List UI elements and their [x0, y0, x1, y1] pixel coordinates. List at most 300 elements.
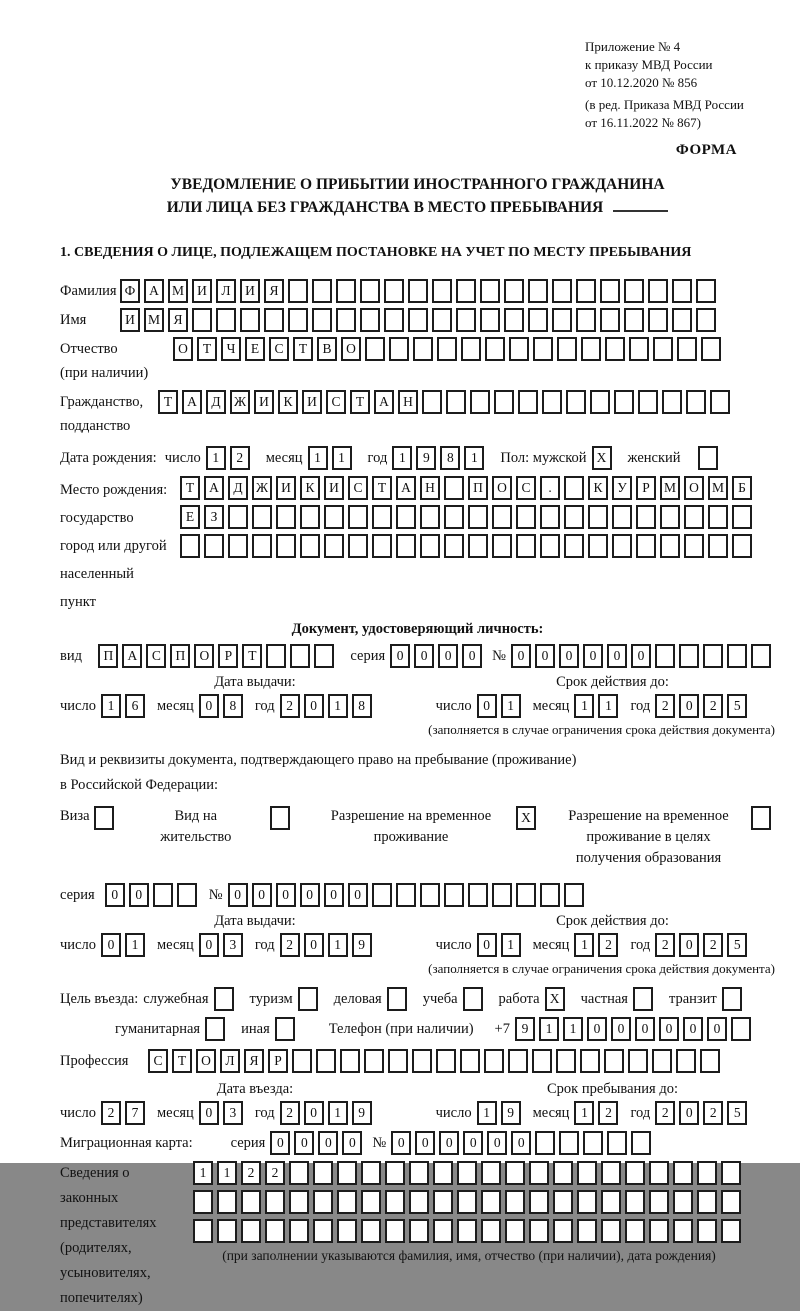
- char-cell[interactable]: 2: [280, 1101, 300, 1125]
- char-cell[interactable]: [696, 308, 716, 332]
- char-cell[interactable]: [532, 1049, 552, 1073]
- char-cell[interactable]: [721, 1219, 741, 1243]
- char-cell[interactable]: 0: [390, 644, 410, 668]
- char-cell[interactable]: 0: [631, 644, 651, 668]
- char-cell[interactable]: [408, 279, 428, 303]
- char-cell[interactable]: [629, 337, 649, 361]
- char-cell[interactable]: [529, 1190, 549, 1214]
- char-cell[interactable]: 1: [464, 446, 484, 470]
- char-cell[interactable]: Т: [158, 390, 178, 414]
- char-cell[interactable]: [722, 987, 742, 1011]
- char-cell[interactable]: 2: [241, 1161, 261, 1185]
- char-cell[interactable]: X: [516, 806, 536, 830]
- char-cell[interactable]: Я: [168, 308, 188, 332]
- char-cell[interactable]: 0: [228, 883, 248, 907]
- char-cell[interactable]: [420, 883, 440, 907]
- char-cell[interactable]: 6: [125, 694, 145, 718]
- char-cell[interactable]: Р: [268, 1049, 288, 1073]
- residence-issue-day-cells[interactable]: [101, 933, 149, 957]
- char-cell[interactable]: 2: [703, 933, 723, 957]
- char-cell[interactable]: [153, 883, 173, 907]
- residence-expiry-day-cells[interactable]: [477, 933, 525, 957]
- char-cell[interactable]: [460, 1049, 480, 1073]
- char-cell[interactable]: [516, 505, 536, 529]
- char-cell[interactable]: [653, 337, 673, 361]
- char-cell[interactable]: [361, 1190, 381, 1214]
- doc-issue-year-cells[interactable]: [280, 694, 376, 718]
- char-cell[interactable]: 5: [727, 1101, 747, 1125]
- char-cell[interactable]: 0: [607, 644, 627, 668]
- char-cell[interactable]: [614, 390, 634, 414]
- char-cell[interactable]: 9: [352, 1101, 372, 1125]
- char-cell[interactable]: [564, 534, 584, 558]
- char-cell[interactable]: 1: [598, 694, 618, 718]
- char-cell[interactable]: [628, 1049, 648, 1073]
- char-cell[interactable]: [708, 534, 728, 558]
- char-cell[interactable]: [590, 390, 610, 414]
- char-cell[interactable]: [364, 1049, 384, 1073]
- temp-residence-checkbox[interactable]: [516, 806, 540, 830]
- name-cells[interactable]: [120, 308, 720, 332]
- char-cell[interactable]: 3: [223, 1101, 243, 1125]
- char-cell[interactable]: 0: [535, 644, 555, 668]
- char-cell[interactable]: [241, 1219, 261, 1243]
- char-cell[interactable]: 0: [511, 644, 531, 668]
- char-cell[interactable]: [508, 1049, 528, 1073]
- char-cell[interactable]: И: [254, 390, 274, 414]
- char-cell[interactable]: Р: [218, 644, 238, 668]
- char-cell[interactable]: 1: [392, 446, 412, 470]
- char-cell[interactable]: [94, 806, 114, 830]
- char-cell[interactable]: [625, 1219, 645, 1243]
- char-cell[interactable]: [660, 505, 680, 529]
- citizenship-cells[interactable]: [158, 390, 734, 414]
- work-checkbox[interactable]: [545, 987, 569, 1011]
- char-cell[interactable]: [684, 534, 704, 558]
- char-cell[interactable]: Ч: [221, 337, 241, 361]
- char-cell[interactable]: 1: [501, 694, 521, 718]
- doc-number-cells[interactable]: [511, 644, 775, 668]
- char-cell[interactable]: 0: [300, 883, 320, 907]
- char-cell[interactable]: [193, 1190, 213, 1214]
- char-cell[interactable]: [697, 1190, 717, 1214]
- char-cell[interactable]: [564, 476, 584, 500]
- char-cell[interactable]: [216, 308, 236, 332]
- char-cell[interactable]: X: [545, 987, 565, 1011]
- char-cell[interactable]: [577, 1161, 597, 1185]
- char-cell[interactable]: [703, 644, 723, 668]
- char-cell[interactable]: [649, 1190, 669, 1214]
- char-cell[interactable]: [679, 644, 699, 668]
- temp-residence-edu-checkbox[interactable]: [751, 806, 775, 830]
- char-cell[interactable]: [420, 534, 440, 558]
- char-cell[interactable]: [612, 505, 632, 529]
- char-cell[interactable]: З: [204, 505, 224, 529]
- char-cell[interactable]: 2: [655, 694, 675, 718]
- char-cell[interactable]: [732, 505, 752, 529]
- sex-male-checkbox[interactable]: [592, 446, 616, 470]
- legal-reps-row2-cells[interactable]: [193, 1190, 745, 1214]
- char-cell[interactable]: [504, 308, 524, 332]
- sex-female-checkbox[interactable]: [698, 446, 722, 470]
- char-cell[interactable]: [559, 1131, 579, 1155]
- char-cell[interactable]: [463, 987, 483, 1011]
- char-cell[interactable]: 0: [679, 1101, 699, 1125]
- char-cell[interactable]: 0: [559, 644, 579, 668]
- char-cell[interactable]: 0: [101, 933, 121, 957]
- char-cell[interactable]: И: [120, 308, 140, 332]
- char-cell[interactable]: [484, 1049, 504, 1073]
- char-cell[interactable]: Ж: [252, 476, 272, 500]
- char-cell[interactable]: 2: [703, 1101, 723, 1125]
- char-cell[interactable]: [700, 1049, 720, 1073]
- patronymic-cells[interactable]: [173, 337, 725, 361]
- char-cell[interactable]: [557, 337, 577, 361]
- char-cell[interactable]: [240, 308, 260, 332]
- char-cell[interactable]: [612, 534, 632, 558]
- char-cell[interactable]: [360, 308, 380, 332]
- char-cell[interactable]: 3: [223, 933, 243, 957]
- char-cell[interactable]: [556, 1049, 576, 1073]
- char-cell[interactable]: А: [204, 476, 224, 500]
- birth-day-cells[interactable]: [206, 446, 254, 470]
- residence-permit-checkbox[interactable]: [270, 806, 294, 830]
- char-cell[interactable]: Е: [245, 337, 265, 361]
- char-cell[interactable]: 8: [223, 694, 243, 718]
- char-cell[interactable]: [577, 1219, 597, 1243]
- char-cell[interactable]: [204, 534, 224, 558]
- char-cell[interactable]: 2: [265, 1161, 285, 1185]
- char-cell[interactable]: 0: [294, 1131, 314, 1155]
- char-cell[interactable]: 0: [583, 644, 603, 668]
- char-cell[interactable]: [241, 1190, 261, 1214]
- char-cell[interactable]: Б: [732, 476, 752, 500]
- char-cell[interactable]: 9: [515, 1017, 535, 1041]
- char-cell[interactable]: [652, 1049, 672, 1073]
- char-cell[interactable]: 9: [352, 933, 372, 957]
- char-cell[interactable]: [312, 308, 332, 332]
- char-cell[interactable]: [324, 534, 344, 558]
- doc-expiry-year-cells[interactable]: [655, 694, 751, 718]
- char-cell[interactable]: [337, 1190, 357, 1214]
- char-cell[interactable]: 0: [199, 933, 219, 957]
- char-cell[interactable]: [481, 1219, 501, 1243]
- char-cell[interactable]: [413, 337, 433, 361]
- stay-day-cells[interactable]: [477, 1101, 525, 1125]
- residence-issue-year-cells[interactable]: [280, 933, 376, 957]
- birth-place-row1-cells[interactable]: [180, 476, 756, 500]
- char-cell[interactable]: [505, 1161, 525, 1185]
- char-cell[interactable]: [604, 1049, 624, 1073]
- transit-checkbox[interactable]: [722, 987, 746, 1011]
- char-cell[interactable]: [721, 1161, 741, 1185]
- char-cell[interactable]: [192, 308, 212, 332]
- char-cell[interactable]: 0: [635, 1017, 655, 1041]
- char-cell[interactable]: [697, 1161, 717, 1185]
- char-cell[interactable]: [316, 1049, 336, 1073]
- char-cell[interactable]: [673, 1190, 693, 1214]
- char-cell[interactable]: [290, 644, 310, 668]
- char-cell[interactable]: .: [540, 476, 560, 500]
- study-checkbox[interactable]: [463, 987, 487, 1011]
- char-cell[interactable]: [535, 1131, 555, 1155]
- tourism-checkbox[interactable]: [298, 987, 322, 1011]
- char-cell[interactable]: [264, 308, 284, 332]
- char-cell[interactable]: Я: [264, 279, 284, 303]
- char-cell[interactable]: [631, 1131, 651, 1155]
- char-cell[interactable]: [528, 279, 548, 303]
- char-cell[interactable]: С: [269, 337, 289, 361]
- birth-place-row2-cells[interactable]: [180, 505, 756, 529]
- char-cell[interactable]: [300, 534, 320, 558]
- char-cell[interactable]: О: [194, 644, 214, 668]
- birth-place-row3-cells[interactable]: [180, 534, 756, 558]
- char-cell[interactable]: [432, 279, 452, 303]
- char-cell[interactable]: 1: [328, 1101, 348, 1125]
- char-cell[interactable]: [337, 1161, 357, 1185]
- char-cell[interactable]: 0: [252, 883, 272, 907]
- char-cell[interactable]: 1: [574, 694, 594, 718]
- char-cell[interactable]: [456, 308, 476, 332]
- char-cell[interactable]: [600, 308, 620, 332]
- char-cell[interactable]: [409, 1219, 429, 1243]
- char-cell[interactable]: [516, 883, 536, 907]
- char-cell[interactable]: [385, 1190, 405, 1214]
- char-cell[interactable]: [228, 534, 248, 558]
- char-cell[interactable]: Р: [636, 476, 656, 500]
- char-cell[interactable]: О: [341, 337, 361, 361]
- profession-cells[interactable]: [148, 1049, 724, 1073]
- char-cell[interactable]: [505, 1190, 525, 1214]
- char-cell[interactable]: [468, 883, 488, 907]
- char-cell[interactable]: 0: [199, 694, 219, 718]
- char-cell[interactable]: [492, 534, 512, 558]
- char-cell[interactable]: [433, 1219, 453, 1243]
- char-cell[interactable]: [340, 1049, 360, 1073]
- char-cell[interactable]: 1: [217, 1161, 237, 1185]
- char-cell[interactable]: [553, 1190, 573, 1214]
- char-cell[interactable]: 1: [574, 1101, 594, 1125]
- char-cell[interactable]: [494, 390, 514, 414]
- char-cell[interactable]: 1: [206, 446, 226, 470]
- char-cell[interactable]: Т: [172, 1049, 192, 1073]
- char-cell[interactable]: К: [300, 476, 320, 500]
- char-cell[interactable]: [314, 644, 334, 668]
- stay-year-cells[interactable]: [655, 1101, 751, 1125]
- char-cell[interactable]: [266, 644, 286, 668]
- char-cell[interactable]: 0: [318, 1131, 338, 1155]
- char-cell[interactable]: [505, 1219, 525, 1243]
- char-cell[interactable]: 2: [703, 694, 723, 718]
- char-cell[interactable]: [384, 308, 404, 332]
- char-cell[interactable]: [576, 279, 596, 303]
- char-cell[interactable]: [217, 1190, 237, 1214]
- char-cell[interactable]: [605, 337, 625, 361]
- char-cell[interactable]: 1: [574, 933, 594, 957]
- entry-month-cells[interactable]: [199, 1101, 247, 1125]
- char-cell[interactable]: 0: [270, 1131, 290, 1155]
- char-cell[interactable]: 0: [391, 1131, 411, 1155]
- char-cell[interactable]: [552, 279, 572, 303]
- char-cell[interactable]: А: [122, 644, 142, 668]
- char-cell[interactable]: [581, 337, 601, 361]
- commercial-checkbox[interactable]: [387, 987, 411, 1011]
- char-cell[interactable]: 0: [324, 883, 344, 907]
- char-cell[interactable]: [492, 505, 512, 529]
- char-cell[interactable]: Е: [180, 505, 200, 529]
- char-cell[interactable]: [361, 1161, 381, 1185]
- char-cell[interactable]: 1: [125, 933, 145, 957]
- char-cell[interactable]: 2: [101, 1101, 121, 1125]
- char-cell[interactable]: Д: [206, 390, 226, 414]
- char-cell[interactable]: [444, 476, 464, 500]
- char-cell[interactable]: [553, 1219, 573, 1243]
- doc-expiry-month-cells[interactable]: [574, 694, 622, 718]
- char-cell[interactable]: [481, 1161, 501, 1185]
- char-cell[interactable]: 0: [439, 1131, 459, 1155]
- char-cell[interactable]: 1: [563, 1017, 583, 1041]
- char-cell[interactable]: [420, 505, 440, 529]
- char-cell[interactable]: [676, 1049, 696, 1073]
- char-cell[interactable]: [461, 337, 481, 361]
- char-cell[interactable]: Т: [293, 337, 313, 361]
- char-cell[interactable]: [528, 308, 548, 332]
- legal-reps-row3-cells[interactable]: [193, 1219, 745, 1243]
- char-cell[interactable]: [252, 505, 272, 529]
- char-cell[interactable]: [444, 534, 464, 558]
- char-cell[interactable]: 0: [462, 644, 482, 668]
- char-cell[interactable]: [337, 1219, 357, 1243]
- char-cell[interactable]: 0: [477, 694, 497, 718]
- char-cell[interactable]: [480, 279, 500, 303]
- char-cell[interactable]: [288, 308, 308, 332]
- char-cell[interactable]: [624, 308, 644, 332]
- char-cell[interactable]: 0: [438, 644, 458, 668]
- char-cell[interactable]: [396, 505, 416, 529]
- char-cell[interactable]: [396, 534, 416, 558]
- char-cell[interactable]: Ж: [230, 390, 250, 414]
- char-cell[interactable]: 2: [280, 933, 300, 957]
- char-cell[interactable]: [649, 1219, 669, 1243]
- char-cell[interactable]: [396, 883, 416, 907]
- char-cell[interactable]: [444, 505, 464, 529]
- char-cell[interactable]: [588, 534, 608, 558]
- char-cell[interactable]: [648, 308, 668, 332]
- char-cell[interactable]: [533, 337, 553, 361]
- char-cell[interactable]: [504, 279, 524, 303]
- char-cell[interactable]: [677, 337, 697, 361]
- char-cell[interactable]: [684, 505, 704, 529]
- char-cell[interactable]: [470, 390, 490, 414]
- char-cell[interactable]: 8: [352, 694, 372, 718]
- char-cell[interactable]: [731, 1017, 751, 1041]
- char-cell[interactable]: [516, 534, 536, 558]
- entry-year-cells[interactable]: [280, 1101, 376, 1125]
- stay-month-cells[interactable]: [574, 1101, 622, 1125]
- char-cell[interactable]: 1: [101, 694, 121, 718]
- visa-checkbox[interactable]: [94, 806, 118, 830]
- char-cell[interactable]: Т: [180, 476, 200, 500]
- other-checkbox[interactable]: [275, 1017, 299, 1041]
- char-cell[interactable]: 0: [129, 883, 149, 907]
- char-cell[interactable]: О: [684, 476, 704, 500]
- char-cell[interactable]: [485, 337, 505, 361]
- char-cell[interactable]: [348, 505, 368, 529]
- char-cell[interactable]: 2: [655, 933, 675, 957]
- char-cell[interactable]: [662, 390, 682, 414]
- char-cell[interactable]: 0: [304, 933, 324, 957]
- char-cell[interactable]: [633, 987, 653, 1011]
- char-cell[interactable]: [577, 1190, 597, 1214]
- char-cell[interactable]: [300, 505, 320, 529]
- char-cell[interactable]: М: [708, 476, 728, 500]
- char-cell[interactable]: С: [146, 644, 166, 668]
- char-cell[interactable]: [313, 1161, 333, 1185]
- doc-issue-day-cells[interactable]: [101, 694, 149, 718]
- char-cell[interactable]: 2: [230, 446, 250, 470]
- char-cell[interactable]: [457, 1190, 477, 1214]
- char-cell[interactable]: К: [588, 476, 608, 500]
- char-cell[interactable]: А: [374, 390, 394, 414]
- residence-number-cells[interactable]: [228, 883, 588, 907]
- char-cell[interactable]: Н: [420, 476, 440, 500]
- char-cell[interactable]: [289, 1161, 309, 1185]
- char-cell[interactable]: В: [317, 337, 337, 361]
- char-cell[interactable]: [542, 390, 562, 414]
- char-cell[interactable]: А: [182, 390, 202, 414]
- char-cell[interactable]: [385, 1161, 405, 1185]
- char-cell[interactable]: И: [302, 390, 322, 414]
- char-cell[interactable]: У: [612, 476, 632, 500]
- migration-number-cells[interactable]: [391, 1131, 655, 1155]
- phone-cells[interactable]: [515, 1017, 755, 1041]
- char-cell[interactable]: [444, 883, 464, 907]
- surname-cells[interactable]: [120, 279, 720, 303]
- char-cell[interactable]: [624, 279, 644, 303]
- char-cell[interactable]: И: [324, 476, 344, 500]
- char-cell[interactable]: 0: [415, 1131, 435, 1155]
- char-cell[interactable]: 0: [105, 883, 125, 907]
- char-cell[interactable]: [360, 279, 380, 303]
- char-cell[interactable]: 9: [501, 1101, 521, 1125]
- char-cell[interactable]: [457, 1161, 477, 1185]
- residence-expiry-year-cells[interactable]: [655, 933, 751, 957]
- char-cell[interactable]: [313, 1190, 333, 1214]
- char-cell[interactable]: К: [278, 390, 298, 414]
- char-cell[interactable]: [275, 1017, 295, 1041]
- char-cell[interactable]: [540, 505, 560, 529]
- char-cell[interactable]: [276, 505, 296, 529]
- char-cell[interactable]: [686, 390, 706, 414]
- char-cell[interactable]: 0: [679, 933, 699, 957]
- char-cell[interactable]: [468, 505, 488, 529]
- char-cell[interactable]: [701, 337, 721, 361]
- char-cell[interactable]: [601, 1219, 621, 1243]
- char-cell[interactable]: [336, 279, 356, 303]
- residence-series-cells[interactable]: [105, 883, 201, 907]
- char-cell[interactable]: М: [660, 476, 680, 500]
- char-cell[interactable]: [324, 505, 344, 529]
- char-cell[interactable]: П: [468, 476, 488, 500]
- char-cell[interactable]: И: [240, 279, 260, 303]
- char-cell[interactable]: 1: [332, 446, 352, 470]
- char-cell[interactable]: А: [144, 279, 164, 303]
- char-cell[interactable]: [214, 987, 234, 1011]
- char-cell[interactable]: [576, 308, 596, 332]
- char-cell[interactable]: [649, 1161, 669, 1185]
- char-cell[interactable]: [432, 308, 452, 332]
- doc-issue-month-cells[interactable]: [199, 694, 247, 718]
